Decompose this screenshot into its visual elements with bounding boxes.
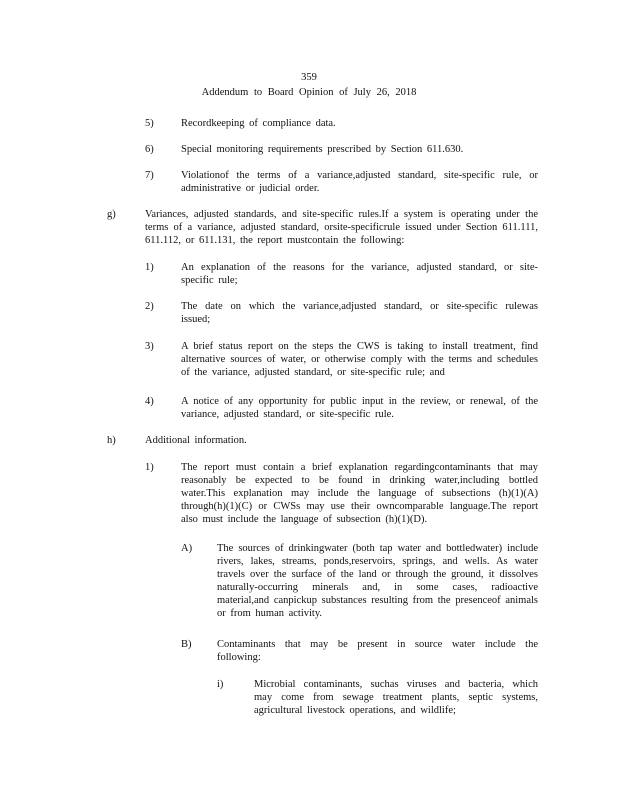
- list-item-text: Recordkeeping of compliance data.: [181, 118, 336, 129]
- list-item-text: The report must contain a brief explanation regardingcontaminants that may reasonably be expected to be found in drinking water,including bottled water.This explanation may include the language of subsections (h)(1)(A) through(h)(1)(C) or CWSs may use their owncomparable language.The report also must include the language of subsection (h)(1)(D).: [181, 462, 538, 525]
- list-item-text: An explanation of the reasons for the variance, adjusted standard, or site-specific rule;: [181, 262, 538, 286]
- list-item-marker: 1): [145, 262, 154, 273]
- list-item-marker: 2): [145, 301, 154, 312]
- list-item-text: Special monitoring requirements prescribed by Section 611.630.: [181, 144, 464, 155]
- list-item-marker: 7): [145, 170, 154, 181]
- list-item-marker: 6): [145, 144, 154, 155]
- page-number: 359: [301, 72, 317, 83]
- list-item-text: A brief status report on the steps the CWS is taking to install treatment, find alternative sources of water, or otherwise comply with the terms and schedules of the variance, adjusted standard, or site-specific rule; and: [181, 341, 538, 378]
- sub-list-item-marker: A): [181, 543, 193, 554]
- page-subtitle: Addendum to Board Opinion of July 26, 2018: [201, 87, 417, 98]
- list-item-text: Violationof the terms of a variance,adjusted standard, site-specific rule, or administrative or judicial order.: [181, 170, 538, 194]
- sub-list-item-marker: B): [181, 639, 192, 650]
- list-item-marker: 5): [145, 118, 154, 129]
- sub-sub-list-item-text: Microbial contaminants, suchas viruses and bacteria, which may come from sewage treatment plants, septic systems, agricultural livestock operations, and wildlife;: [254, 679, 538, 716]
- sub-sub-list-item-marker: i): [217, 679, 224, 690]
- list-item-marker: 1): [145, 462, 154, 473]
- list-item-text: The date on which the variance,adjusted standard, or site-specific rulewas issued;: [181, 301, 538, 325]
- list-item-marker: 3): [145, 341, 154, 352]
- list-item-text: A notice of any opportunity for public input in the review, or renewal, of the variance, adjusted standard, or site-specific rule.: [181, 396, 538, 420]
- section-text: Variances, adjusted standards, and site-specific rules.If a system is operating under the terms of a variance, adjusted standard, orsite-specificrule issued under Section 611.111, 611.112, or 611.131, the report mustcontain the following:: [145, 209, 538, 246]
- sub-list-item-text: The sources of drinkingwater (both tap water and bottledwater) include rivers, lakes, streams, ponds,reservoirs, springs, and wells. As water travels over the surface of the land or through the ground, it dissolves naturally-occurring minerals and, in some cases, radioactive material,and canpickup substances resulting from the presenceof animals or from human activity.: [217, 543, 538, 619]
- list-item-marker: 4): [145, 396, 154, 407]
- section-marker: g): [107, 209, 116, 220]
- section-text: Additional information.: [145, 435, 247, 446]
- section-marker: h): [107, 435, 116, 446]
- sub-list-item-text: Contaminants that may be present in source water include the following:: [217, 639, 538, 663]
